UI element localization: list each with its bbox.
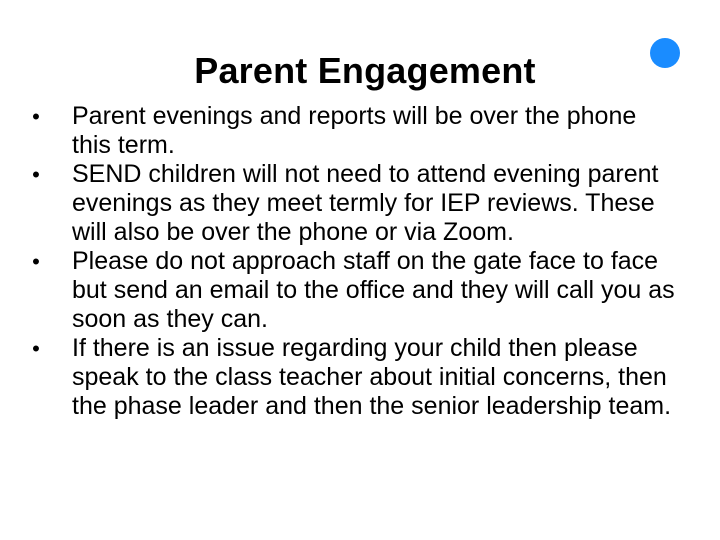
accent-dot-icon	[650, 38, 680, 68]
bullet-point-icon: •	[32, 162, 40, 187]
bullet-point-icon: •	[32, 249, 40, 274]
bullet-item	[26, 102, 676, 160]
bullet-text: If there is an issue regarding your child then please speak to the class teacher about initial concerns, then the phase leader and then the senior leadership team.	[72, 334, 672, 420]
bullet-text: Please do not approach staff on the gate face to face but send an email to the office and they will call you as soon as they can.	[72, 247, 675, 333]
bullet-list	[26, 102, 676, 421]
bullet-item	[26, 247, 676, 334]
bullet-text: SEND children will not need to attend evening parent evenings as they meet termly for IEP reviews. These will also be over the phone or via Zoom.	[72, 160, 659, 246]
bullet-text: Parent evenings and reports will be over the phone this term.	[72, 102, 637, 159]
bullet-item	[26, 334, 676, 421]
bullet-point-icon: •	[32, 336, 40, 361]
bullet-item	[26, 160, 676, 247]
slide-title: Parent Engagement	[194, 50, 536, 91]
bullet-point-icon: •	[32, 104, 40, 129]
